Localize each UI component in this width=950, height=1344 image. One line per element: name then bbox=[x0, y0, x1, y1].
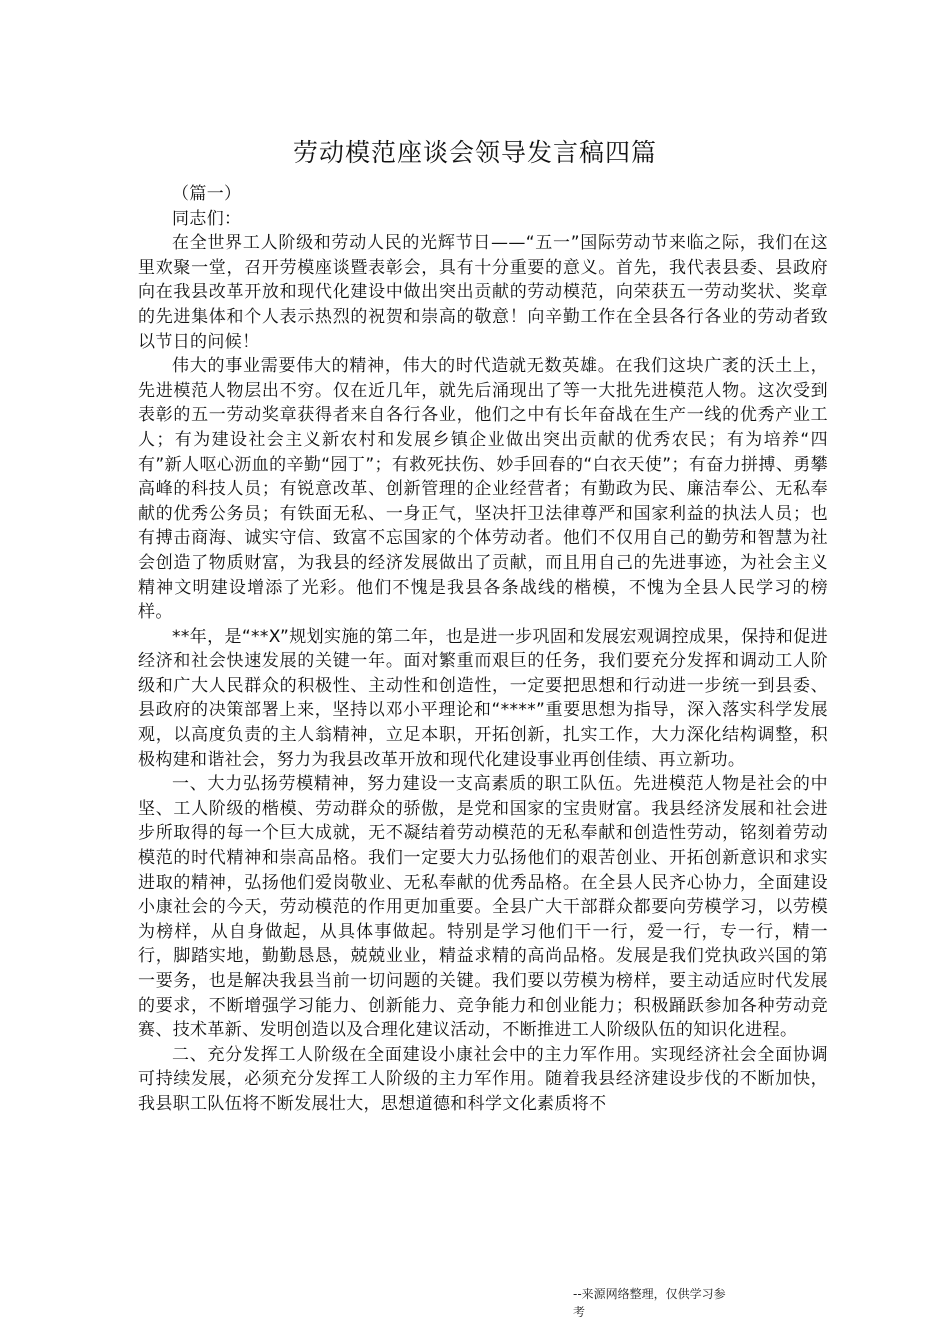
paragraph-2: 伟大的事业需要伟大的精神，伟大的时代造就无数英雄。在我们这块广袤的沃土上，先进模范人物层出不穷。仅在近几年，就先后涌现出了等一大批先进模范人物。这次受到表彰的五一劳动奖章获得者来自各行各业，他们之中有长年奋战在生产一线的优秀产业工人；有为建设社会主义新农村和发展乡镇企业做出突出贡献的优秀农民；有为培养“四有”新人呕心沥血的辛勤“园丁”；有救死扶伤、妙手回春的“白衣天使”；有奋力拼搏、勇攀高峰的科技人员；有锐意改革、创新管理的企业经营者；有勤政为民、廉洁奉公、无私奉献的优秀公务员；有铁面无私、一身正气，坚决扞卫法律尊严和国家利益的执法人员；也有搏击商海、诚实守信、致富不忘国家的个体劳动者。他们不仅用自己的勤劳和智慧为社会创造了物质财富，为我县的经济发展做出了贡献，而且用自己的先进事迹，为社会主义精神文明建设增添了光彩。他们不愧是我县各条战线的楷模，不愧为全县人民学习的榜样。 bbox=[138, 356, 828, 623]
document-title: 劳动模范座谈会领导发言稿四篇 bbox=[292, 138, 657, 167]
document-body bbox=[138, 182, 828, 1117]
paragraph-3: **年，是“**X”规划实施的第二年，也是进一步巩固和发展宏观调控成果，保持和促进经济和社会快速发展的关键一年。面对繁重而艰巨的任务，我们要充分发挥和调动工人阶级和广大人民群众的积极性、主动性和创造性，一定要把思想和行动进一步统一到县委、县政府的决策部署上来，坚持以邓小平理论和“****”重要思想为指导，深入落实科学发展观，以高度负责的主人翁精神，立足本职，开拓创新，扎实工作，大力深化结构调整，积极构建和谐社会，努力为我县改革开放和现代化建设事业再创佳绩、再立新功。 bbox=[138, 626, 828, 770]
section-label: （篇一） bbox=[172, 184, 242, 204]
paragraph-section-two: 二、充分发挥工人阶级在全面建设小康社会中的主力军作用。实现经济社会全面协调可持续发展，必须充分发挥工人阶级的主力军作用。随着我县经济建设步伐的不断加快，我县职工队伍将不断发展壮大，思想道德和科学文化素质将不 bbox=[138, 1044, 828, 1114]
footnote-line-2: 考 bbox=[573, 1305, 586, 1319]
footnote-line-1: --来源网络整理，仅供学习参 bbox=[573, 1287, 726, 1301]
paragraph-1: 在全世界工人阶级和劳动人民的光辉节日——“五一”国际劳动节来临之际，我们在这里欢聚一堂，召开劳模座谈暨表彰会，具有十分重要的意义。首先，我代表县委、县政府向在我县改革开放和现代化建设中做出突出贡献的劳动模范，向荣获五一劳动奖状、奖章的先进集体和个人表示热烈的祝贺和崇高的敬意！向辛勤工作在全县各行各业的劳动者致以节日的问候！ bbox=[138, 233, 828, 352]
source-footnote bbox=[573, 1285, 773, 1321]
salutation: 同志们： bbox=[172, 208, 242, 229]
paragraph-section-one: 一、大力弘扬劳模精神，努力建设一支高素质的职工队伍。先进模范人物是社会的中坚、工人阶级的楷模、劳动群众的骄傲，是党和国家的宝贵财富。我县经济发展和社会进步所取得的每一个巨大成就，无不凝结着劳动模范的无私奉献和创造性劳动，铭刻着劳动模范的时代精神和崇高品格。我们一定要大力弘扬他们的艰苦创业、开拓创新意识和求实进取的精神，弘扬他们爱岗敬业、无私奉献的优秀品格。在全县人民齐心协力，全面建设小康社会的今天，劳动模范的作用更加重要。全县广大干部群众都要向劳模学习，以劳模为榜样，从自身做起，从具体事做起。特别是学习他们干一行，爱一行，专一行，精一行，脚踏实地，勤勤恳恳，兢兢业业，精益求精的高尚品格。发展是我们党执政兴国的第一要务，也是解决我县当前一切问题的关键。我们要以劳模为榜样，要主动适应时代发展的要求，不断增强学习能力、创新能力、竞争能力和创业能力；积极踊跃参加各种劳动竞赛、技术革新、发明创造以及合理化建议活动，不断推进工人阶级队伍的知识化进程。 bbox=[138, 774, 828, 1041]
